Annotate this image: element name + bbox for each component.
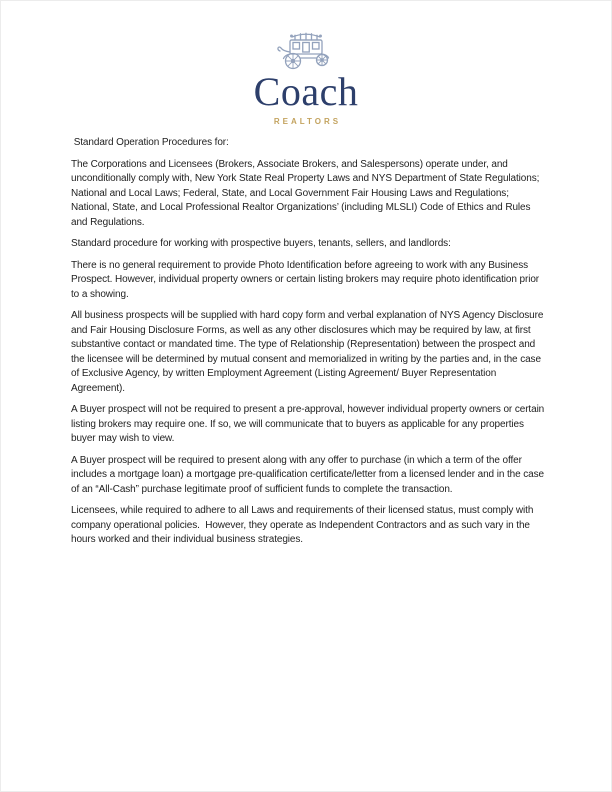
logo-brand-text: Coach bbox=[253, 69, 359, 114]
coach-realtors-logo bbox=[0, 29, 612, 126]
carriage-icon bbox=[276, 29, 336, 71]
paragraph-disclosures: All business prospects will be supplied with hard copy form and verbal explanation of NYS Agency Disclosure and Fair Housing Disclosure Forms, as well as any other disclosures which may be required by law, at first substantive contact or mandated time. The type of Relationship (Representation) between the prospect and the licensee will be determined by mutual consent and memorialized in writing by the parties and, in the case of Exclusive Agency, by written Employment Agreement (Listing Agreement/ Buyer Representation Agreement). bbox=[71, 310, 547, 394]
paragraph-standard-procedure-heading: Standard procedure for working with prospective buyers, tenants, sellers, and landlords: bbox=[71, 238, 451, 249]
document-body bbox=[71, 136, 548, 555]
logo-tagline: REALTORS bbox=[273, 117, 342, 126]
paragraph-pre-approval: A Buyer prospect will not be required to present a pre-approval, however individual property owners or certain listing brokers may require one. If so, we will communicate that to buyers as applicable for any properties buyer may wish to view. bbox=[71, 404, 547, 444]
paragraph-offer-requirements: A Buyer prospect will be required to present along with any offer to purchase (in which a term of the offer includes a mortgage loan) a mortgage pre-qualification certificate/letter from a licensed lender and in the case of an “All-Cash” purchase legitimate proof of sufficient funds to complete the transaction. bbox=[71, 454, 547, 495]
sop-heading: Standard Operation Procedures for: bbox=[71, 137, 229, 148]
paragraph-compliance: The Corporations and Licensees (Brokers, Associate Brokers, and Salespersons) operate under, and unconditionally comply with, New York State Real Property Laws and NYS Department of State Regulations; National and Local Laws; Federal, State, and Local Government Fair Housing Laws and Regulations; National, State, and Local Professional Realtor Organizations’ (including MLSLI) Code of Ethics and Rules and Regulations. bbox=[71, 158, 542, 228]
paragraph-photo-id: There is no general requirement to provide Photo Identification before agreeing to work with any Business Prospect. However, individual property owners or certain listing brokers may require photo identification prior to a showing. bbox=[71, 259, 542, 300]
paragraph-independent-contractors: Licensees, while required to adhere to all Laws and requirements of their licensed status, must comply with company operational policies. However, they operate as Independent Contractors and as such vary in the hours worked and their individual business strategies. bbox=[71, 505, 537, 545]
